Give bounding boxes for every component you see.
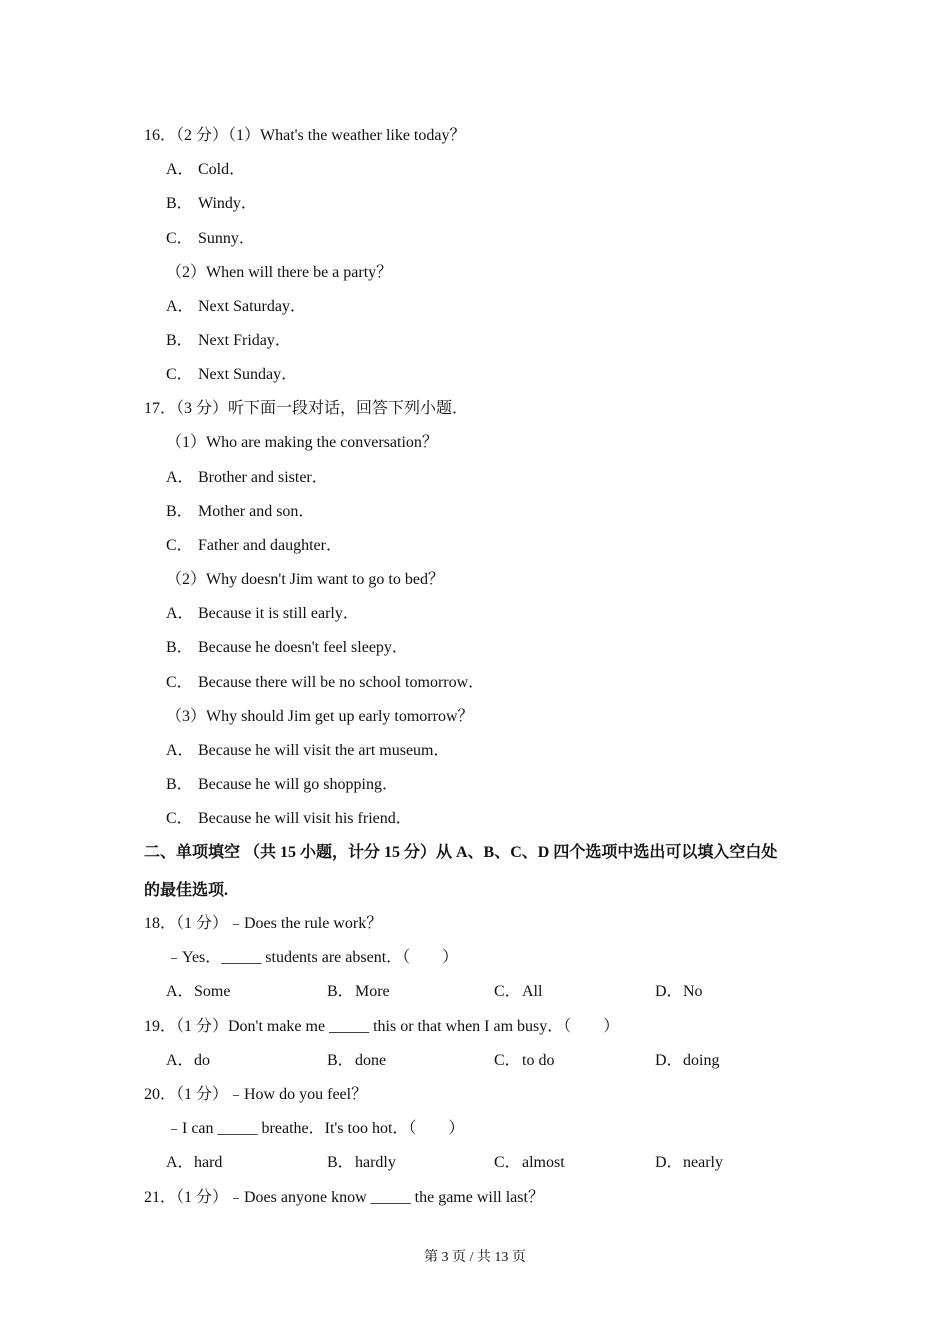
option-a: A． Next Saturday． <box>166 298 306 315</box>
option-b: B． Because he doesn't feel sleepy． <box>166 639 408 656</box>
sub-question: （2）Why doesn't Jim want to go to bed？ <box>166 571 444 588</box>
option-c: C．All <box>494 983 543 1000</box>
option-a: A．do <box>166 1052 210 1069</box>
option-c: C． Because he will visit his friend． <box>166 810 412 827</box>
question-16-stem: 16．（2 分）（1）What's the weather like today？ <box>144 127 466 144</box>
option-c: C． Because there will be no school tomorrow． <box>166 674 485 691</box>
section-heading-cont: 的最佳选项. <box>144 882 229 899</box>
option-a: A． Brother and sister． <box>166 469 328 486</box>
question-20-line2: ﹣I can _____ breathe．It's too hot．（ ） <box>166 1120 465 1137</box>
option-d: D．No <box>655 983 703 1000</box>
page-footer: 第 3 页 / 共 13 页 <box>424 1250 526 1265</box>
option-b: B．hardly <box>327 1154 396 1171</box>
question-20-stem: 20．（1 分）﹣How do you feel？ <box>144 1086 368 1103</box>
option-d: D．nearly <box>655 1154 723 1171</box>
question-19-stem: 19．（1 分）Don't make me _____ this or that when I am busy．（ ） <box>144 1018 620 1035</box>
option-c: C． Sunny． <box>166 230 255 247</box>
question-18-line2: ﹣Yes．_____ students are absent．（ ） <box>166 949 459 966</box>
sub-question: （2）When will there be a party？ <box>166 264 393 281</box>
option-c: C． Next Sunday． <box>166 366 298 383</box>
option-c: C．to do <box>494 1052 555 1069</box>
option-a: A． Cold． <box>166 161 246 178</box>
option-b: B． Next Friday． <box>166 332 291 349</box>
option-b: B．done <box>327 1052 387 1069</box>
option-a: A． Because he will visit the art museum． <box>166 742 450 759</box>
option-d: D．doing <box>655 1052 720 1069</box>
option-a: A．Some <box>166 983 231 1000</box>
sub-question: （3）Why should Jim get up early tomorrow？ <box>166 708 474 725</box>
option-c: C． Father and daughter． <box>166 537 342 554</box>
option-b: B．More <box>327 983 390 1000</box>
question-17-stem: 17．（3 分）听下面一段对话，回答下列小题． <box>144 400 469 417</box>
sub-question: （1）Who are making the conversation？ <box>166 434 438 451</box>
question-18-stem: 18．（1 分）﹣Does the rule work？ <box>144 915 383 932</box>
option-b: B． Because he will go shopping． <box>166 776 398 793</box>
option-b: B． Windy． <box>166 195 257 212</box>
option-b: B． Mother and son． <box>166 503 315 520</box>
option-a: A．hard <box>166 1154 223 1171</box>
section-heading: 二、单项填空 （共 15 小题，计分 15 分）从 A、B、C、D 四个选项中选出可以填入空白处 <box>144 844 778 861</box>
option-c: C．almost <box>494 1154 565 1171</box>
option-a: A． Because it is still early． <box>166 605 359 622</box>
question-21-stem: 21．（1 分）﹣Does anyone know _____ the game will last？ <box>144 1189 544 1206</box>
